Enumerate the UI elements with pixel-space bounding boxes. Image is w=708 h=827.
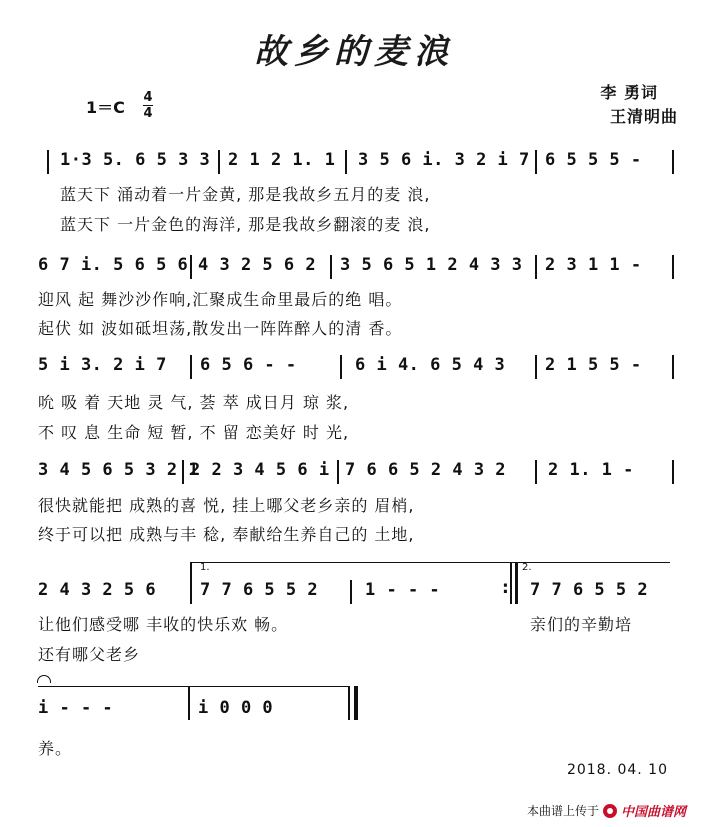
measure: 7 7 6 5 5 2	[200, 580, 319, 600]
measure: 1 - - -	[365, 580, 441, 600]
lyric-line: 养。	[38, 739, 73, 758]
fermata-icon	[37, 675, 51, 683]
measure: 6 5 5 5 -	[545, 150, 642, 170]
measure: 3 4 5 6 5 3 2 1	[38, 460, 200, 480]
measure: 5 i 3. 2 i 7	[38, 355, 167, 375]
measure: 7 6 6 5 2 4 3 2	[345, 460, 507, 480]
repeat-sign: :	[502, 578, 509, 598]
footer	[527, 801, 686, 820]
measure: 2 4 3 2 5 6	[38, 580, 157, 600]
measure: 6 7 i. 5 6 5 6	[38, 255, 189, 275]
lyricist-credit: 李 勇词	[600, 83, 658, 102]
meter-numerator: 4	[143, 90, 153, 105]
measure: 7 7 6 5 5 2	[530, 580, 649, 600]
site-logo-icon	[603, 804, 617, 818]
time-signature	[143, 90, 153, 121]
measure: i - - -	[38, 698, 114, 718]
measure: 2 1 2 1. 1	[228, 150, 336, 170]
lyric-line: 迎风 起 舞沙沙作响,汇聚成生命里最后的绝 唱。	[38, 290, 403, 309]
measure: 6 i 4. 6 5 4 3	[355, 355, 506, 375]
footer-text: 本曲谱上传于	[526, 804, 599, 818]
measure: 2 1 5 5 -	[545, 355, 642, 375]
measure: 3 5 6 5 1 2 4 3 3	[340, 255, 523, 275]
upload-date: 2018. 04. 10	[566, 762, 668, 778]
measure: 2 2 3 4 5 6 i	[190, 460, 330, 480]
composer-credit: 王清明曲	[609, 107, 678, 126]
site-logo-text: 中国曲谱网	[620, 805, 686, 820]
key-signature: 1＝C	[86, 98, 125, 117]
measure: 2 3 1 1 -	[545, 255, 642, 275]
volta-second: 2.	[522, 562, 532, 573]
measure: 1·3 5. 6 5 3 3	[60, 150, 211, 170]
lyric-line: 亲们的辛勤培	[530, 615, 633, 634]
lyric-line: 很快就能把 成熟的喜 悦, 挂上哪父老乡亲的 眉梢,	[38, 496, 415, 515]
volta-first: 1.	[200, 562, 210, 573]
lyric-line: 不 叹 息 生命 短 暂, 不 留 恋美好 时 光,	[38, 423, 350, 442]
lyric-line: 让他们感受哪 丰收的快乐欢 畅。	[38, 615, 289, 634]
measure: 6 5 6 - -	[200, 355, 297, 375]
lyric-line: 蓝天下 一片金色的海洋, 那是我故乡翻滚的麦 浪,	[60, 215, 431, 234]
lyric-line: 蓝天下 涌动着一片金黄, 那是我故乡五月的麦 浪,	[60, 185, 431, 204]
measure: 2 1. 1 -	[548, 460, 634, 480]
measure: 3 5 6 i. 3 2 i 7	[358, 150, 530, 170]
song-title: 故乡的麦浪	[254, 32, 454, 72]
measure: 4 3 2 5 6 2	[198, 255, 317, 275]
lyric-line: 吮 吸 着 天地 灵 气, 荟 萃 成日月 琼 浆,	[38, 393, 350, 412]
meter-denominator: 4	[143, 106, 153, 121]
measure: i 0 0 0	[198, 698, 274, 718]
lyric-line: 终于可以把 成熟与丰 稔, 奉献给生养自己的 土地,	[38, 525, 415, 544]
lyric-line: 起伏 如 波如砥坦荡,散发出一阵阵醉人的清 香。	[38, 319, 403, 338]
lyric-line: 还有哪父老乡	[38, 645, 141, 664]
